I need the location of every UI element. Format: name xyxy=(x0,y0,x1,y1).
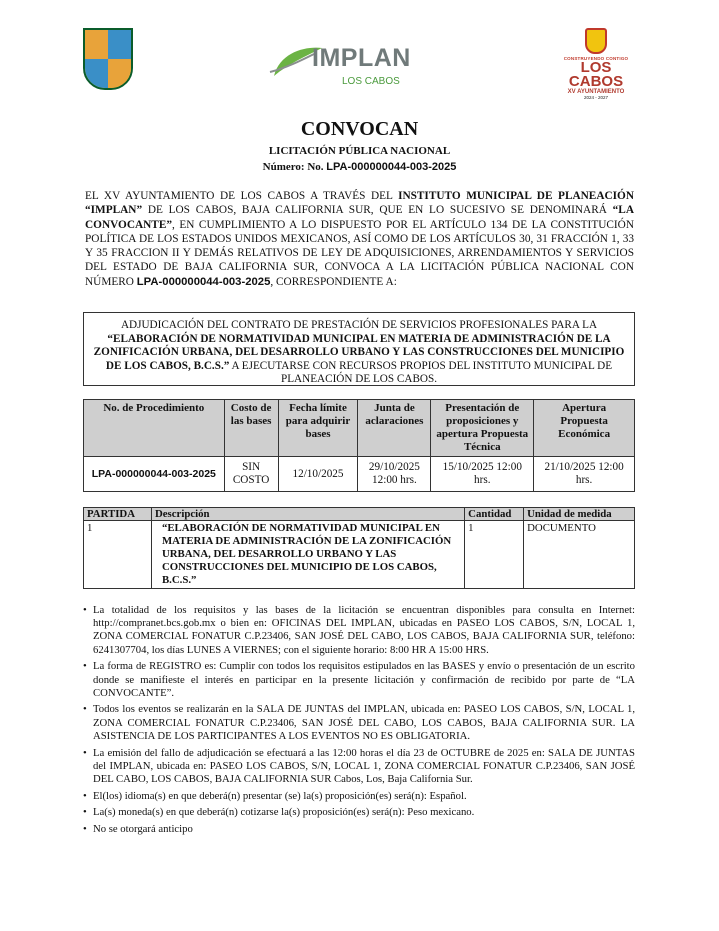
note-text: La forma de REGISTRO es: Cumplir con todos los requisitos estipulados en las BASES y envío o presentación de un escrito donde se manifieste el interés en participar en la presente licitación y confirmación de recibido por parte de “LA CONVOCANTE”. xyxy=(93,660,635,699)
header-costo: Costo de las bases xyxy=(224,400,278,457)
header-cantidad: Cantidad xyxy=(465,508,524,521)
bullet-icon: • xyxy=(83,806,87,819)
note-text: La emisión del fallo de adjudicación se efectuará a las 12:00 horas el día 23 de OCTUBRE de 2025 en: SALA DE JUNTAS del IMPLAN, ubicada en: PASEO LOS CABOS, S/N, LOCAL 1, ZONA COMERCIAL FONATUR C.P.23406, SAN JOSÉ DEL CABO, LOS CABOS, BAJA CALIFORNIA SUR Cabos, Los, Baja California Sur. xyxy=(93,746,635,785)
bullet-icon: • xyxy=(83,746,87,759)
procedure-table-row xyxy=(84,457,635,492)
header-fecha-limite: Fecha límite para adquirir bases xyxy=(278,400,358,457)
intro-paragraph xyxy=(85,189,634,289)
note-item xyxy=(83,703,635,743)
intro-number: LPA-000000044-003-2025 xyxy=(136,275,271,288)
bullet-icon: • xyxy=(83,823,87,836)
intro-convocante: “LA CONVOCANTE” xyxy=(85,204,634,231)
licitacion-number-code: LPA-000000044-003-2025 xyxy=(326,161,457,173)
cell-unidad: DOCUMENTO xyxy=(524,521,635,589)
cell-costo: SIN COSTO xyxy=(224,457,278,492)
note-item xyxy=(83,604,635,657)
intro-text-1: EL XV AYUNTAMIENTO DE LOS CABOS A TRAVÉS DEL xyxy=(85,190,399,202)
cell-descripcion: “ELABORACIÓN DE NORMATIVIDAD MUNICIPAL EN MATERIA DE ADMINISTRACIÓN DE LA ZONIFICACIÓN URBANA, DEL DESARROLLO URBANO Y LAS CONSTRUCCIONES DEL MUNICIPIO DE LOS CABOS, B.C.S.” xyxy=(151,521,464,589)
objeto-text xyxy=(88,319,630,387)
bullet-icon: • xyxy=(83,660,87,673)
licitacion-number-label: Número: No. xyxy=(262,161,324,173)
header-partida: PARTIDA xyxy=(84,508,152,521)
header-procedimiento: No. de Procedimiento xyxy=(84,400,225,457)
partida-table xyxy=(83,507,635,589)
header-apertura: Apertura Propuesta Económica xyxy=(534,400,635,457)
cell-partida: 1 xyxy=(84,521,152,589)
bullet-icon: • xyxy=(83,789,87,802)
cell-cantidad: 1 xyxy=(465,521,524,589)
cell-fecha-limite: 12/10/2025 xyxy=(278,457,358,492)
licitacion-number xyxy=(0,161,719,173)
los-cabos-name: LOS CABOS xyxy=(568,59,624,90)
header-unidad: Unidad de medida xyxy=(524,508,635,521)
header-presentacion: Presentación de proposiciones y apertura Propuesta Técnica xyxy=(431,400,534,457)
implan-logo-text: IMPLAN xyxy=(312,44,411,72)
bullet-icon: • xyxy=(83,604,87,616)
note-item xyxy=(83,747,635,787)
header-descripcion: Descripción xyxy=(151,508,464,521)
note-item xyxy=(83,823,635,836)
intro-institute: INSTITUTO MUNICIPAL DE PLANEACIÓN “IMPLAN” xyxy=(85,190,634,217)
bullet-icon: • xyxy=(83,703,87,716)
partida-table-header xyxy=(84,508,635,521)
los-cabos-shield-icon xyxy=(585,28,607,54)
objeto-text-2: A EJECUTARSE CON RECURSOS PROPIOS DEL INSTITUTO MUNICIPAL DE PLANEACIÓN DE LOS CABOS. xyxy=(229,359,613,386)
intro-text-2: DE LOS CABOS, BAJA CALIFORNIA SUR, QUE EN LO SUCESIVO SE DENOMINARÁ xyxy=(142,204,613,217)
los-cabos-tagline: CONSTRUYENDO CONTIGO xyxy=(563,56,629,61)
municipal-shield-logo xyxy=(83,28,133,90)
note-text: No se otorgará anticipo xyxy=(93,823,193,836)
implan-logo xyxy=(262,38,412,94)
note-item xyxy=(83,790,635,803)
implan-logo-subtext: LOS CABOS xyxy=(342,76,400,87)
note-text: La(s) moneda(s) en que deberá(n) cotizarse la(s) proposición(es) será(n): Peso mexicano. xyxy=(93,806,475,819)
los-cabos-ayuntamiento: XV AYUNTAMIENTO xyxy=(567,89,625,95)
note-item xyxy=(83,660,635,700)
note-text: Todos los eventos se realizarán en la SALA DE JUNTAS del IMPLAN, ubicada en: PASEO LOS CABOS, S/N, LOCAL 1, ZONA COMERCIAL FONATUR C.P.23406, SAN JOSÉ DEL CABO, LOS CABOS, BAJA CALIFORNIA SUR. LA ASISTENCIA DE LOS PARTICIPANTES A LOS EVENTOS NO ES OBLIGATORIA. xyxy=(93,703,635,742)
page-subtitle: LICITACIÓN PÚBLICA NACIONAL xyxy=(268,145,451,157)
note-text: La totalidad de los requisitos y las bases de la licitación se encuentran disponibles para consulta en Internet: http://compranet.bcs.gob.mx o bien en: OFICINAS DEL IMPLAN, ubicadas en PASEO LOS CABOS, S/N, LOCAL 1, ZONA COMERCIAL FONATUR C.P.23406, SAN JOSÉ DEL CABO, LOS CABOS, BAJA CALIFORNIA SUR, teléfono: 6241307704, los días LUNES A VIERNES; con el siguiente horario: 8:00 HR A 15:00 HRS. xyxy=(93,604,635,656)
intro-text-3: , EN CUMPLIMIENTO A LO DISPUESTO POR EL ARTÍCULO 134 DE LA CONSTITUCIÓN POLÍTICA DE LOS ESTADOS UNIDOS MEXICANOS, ASÍ COMO DE LOS ARTÍCULOS 30, 31 FRACCIÓN 1, 33 Y 35 FRACCION II Y DEMÁS RELATIVOS DE LEY DE ADQUISICIONES, ARRENDAMIENTOS Y SERVICIOS DEL ESTADO DE BAJA CALIFORNIA SUR, CONVOCA A LA LICITACIÓN PÚBLICA NACIONAL CON NÚMERO xyxy=(85,218,634,288)
los-cabos-years: 2024 - 2027 xyxy=(583,95,609,100)
los-cabos-logo xyxy=(556,28,636,98)
procedure-table xyxy=(83,399,635,492)
procedure-table-header xyxy=(84,400,635,457)
cell-presentacion: 15/10/2025 12:00 hrs. xyxy=(431,457,534,492)
cell-junta: 29/10/2025 12:00 hrs. xyxy=(358,457,431,492)
cell-apertura: 21/10/2025 12:00 hrs. xyxy=(534,457,635,492)
objeto-text-1: ADJUDICACIÓN DEL CONTRATO DE PRESTACIÓN DE SERVICIOS PROFESIONALES PARA LA xyxy=(120,319,598,331)
header-junta: Junta de aclaraciones xyxy=(358,400,431,457)
notes-list xyxy=(83,604,635,840)
partida-table-row xyxy=(84,521,635,589)
page-title: CONVOCAN xyxy=(300,118,419,140)
intro-text-4: , CORRESPONDIENTE A: xyxy=(270,275,397,288)
note-item xyxy=(83,806,635,819)
note-text: El(los) idioma(s) en que deberá(n) presentar (se) la(s) proposición(es) será(n): Español. xyxy=(93,789,467,802)
objeto-title: “ELABORACIÓN DE NORMATIVIDAD MUNICIPAL EN MATERIA DE ADMINISTRACIÓN DE LA ZONIFICACIÓN URBANA, DEL DESARROLLO URBANO Y LAS CONSTRUCCIONES DEL MUNICIPIO DE LOS CABOS, B.C.S.” xyxy=(93,332,625,372)
cell-procedimiento: LPA-000000044-003-2025 xyxy=(84,457,225,492)
